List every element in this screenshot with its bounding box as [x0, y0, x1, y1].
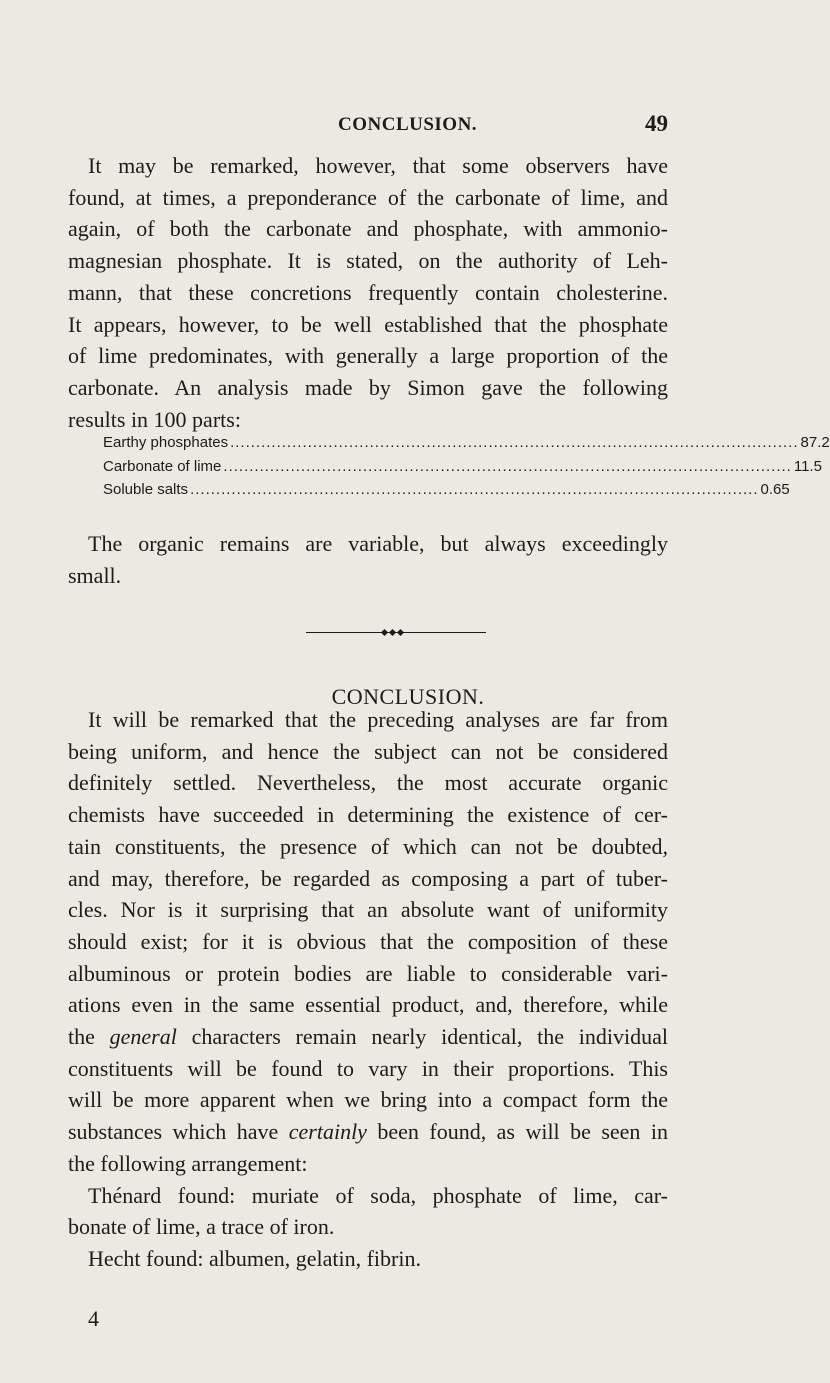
- text-line: magnesian phosphate. It is stated, on the authority of Leh-: [68, 248, 668, 274]
- text-line: It will be remarked that the preceding analyses are far from: [88, 707, 668, 732]
- text-line: bonate of lime, a trace of iron.: [68, 1214, 335, 1240]
- text-line: It may be remarked, however, that some observers have: [88, 153, 668, 178]
- row-value: 11.5: [793, 457, 822, 475]
- dot-leader: ..............................................................................................................: [190, 481, 759, 498]
- text-line: results in 100 parts:: [68, 406, 241, 432]
- text-line-thenard: Thénard found: muriate of soda, phosphate of lime, car-: [88, 1182, 668, 1208]
- text-line: cles. Nor is it surprising that an absolute want of uniformity: [68, 897, 668, 923]
- row-label: Earthy phosphates: [103, 434, 229, 451]
- signature-mark: 4: [88, 1306, 99, 1331]
- row-label: Soluble salts: [103, 481, 189, 498]
- running-title: CONCLUSION.: [338, 114, 478, 135]
- text-line: mann, that these concretions frequently contain cholesterine.: [68, 279, 668, 305]
- text-line: small.: [68, 562, 122, 588]
- text-line: albuminous or protein bodies are liable to considerable vari-: [68, 960, 668, 986]
- table-row: [103, 434, 830, 458]
- text-line: the following arrangement:: [68, 1150, 308, 1176]
- text-line: and may, therefore, be regarded as composing a part of tuber-: [68, 865, 668, 891]
- text-line: again, of both the carbonate and phosphate, with ammonio-: [68, 216, 668, 242]
- text-line: will be more apparent when we bring into a compact form the: [68, 1087, 668, 1113]
- text-line: found, at times, a preponderance of the carbonate of lime, and: [68, 184, 668, 210]
- text-fragment: characters remain nearly identical, the individual: [176, 1024, 668, 1050]
- dot-leader: ..............................................................................................................: [223, 457, 792, 475]
- emphasis-certainly: certainly: [288, 1119, 367, 1145]
- text-line: definitely settled. Nevertheless, the most accurate organic: [68, 770, 668, 796]
- divider-ornament: [389, 629, 396, 636]
- text-line-hecht: Hecht found: albumen, gelatin, fibrin.: [88, 1245, 421, 1271]
- table-row: [103, 457, 822, 482]
- emphasis-general: general: [109, 1024, 177, 1050]
- text-line: of lime predominates, with generally a large proportion of the: [68, 343, 668, 369]
- simon-analysis-table: [103, 434, 830, 505]
- paragraph-concretions: [68, 150, 668, 435]
- text-line: being uniform, and hence the subject can not be considered: [68, 738, 668, 764]
- row-label: Carbonate of lime: [103, 457, 222, 475]
- paragraph-organic-remains: [68, 528, 668, 591]
- text-fragment: substances which have: [68, 1119, 289, 1145]
- text-line: ations even in the same essential product, and, therefore, while: [68, 992, 668, 1018]
- row-value: 0.65: [760, 481, 790, 498]
- section-divider: [306, 630, 486, 634]
- text-line: The organic remains are variable, but always exceedingly: [88, 531, 668, 556]
- running-head: [68, 111, 668, 144]
- text-line: tain constituents, the presence of which can not be doubted,: [68, 833, 668, 859]
- text-line: constituents will be found to vary in their proportions. This: [68, 1055, 668, 1081]
- text-fragment: the: [68, 1024, 110, 1050]
- table-row: [103, 481, 790, 505]
- divider-ornament: [397, 629, 404, 636]
- text-line: [68, 1021, 668, 1053]
- text-line: should exist; for it is obvious that the composition of these: [68, 928, 668, 954]
- text-line: [68, 1116, 668, 1148]
- text-line: chemists have succeeded in determining the existence of cer-: [68, 802, 668, 828]
- text-fragment: been found, as will be seen in: [366, 1119, 668, 1145]
- text-line: It appears, however, to be well established that the phosphate: [68, 311, 668, 337]
- dot-leader: ..............................................................................................................: [230, 434, 799, 451]
- section-heading: CONCLUSION.: [331, 684, 485, 709]
- row-value: 87.2: [800, 434, 830, 451]
- page-number: 49: [645, 111, 668, 136]
- text-line: carbonate. An analysis made by Simon gave the following: [68, 374, 668, 400]
- paragraph-conclusion: [68, 704, 668, 1275]
- divider-ornament: [381, 629, 388, 636]
